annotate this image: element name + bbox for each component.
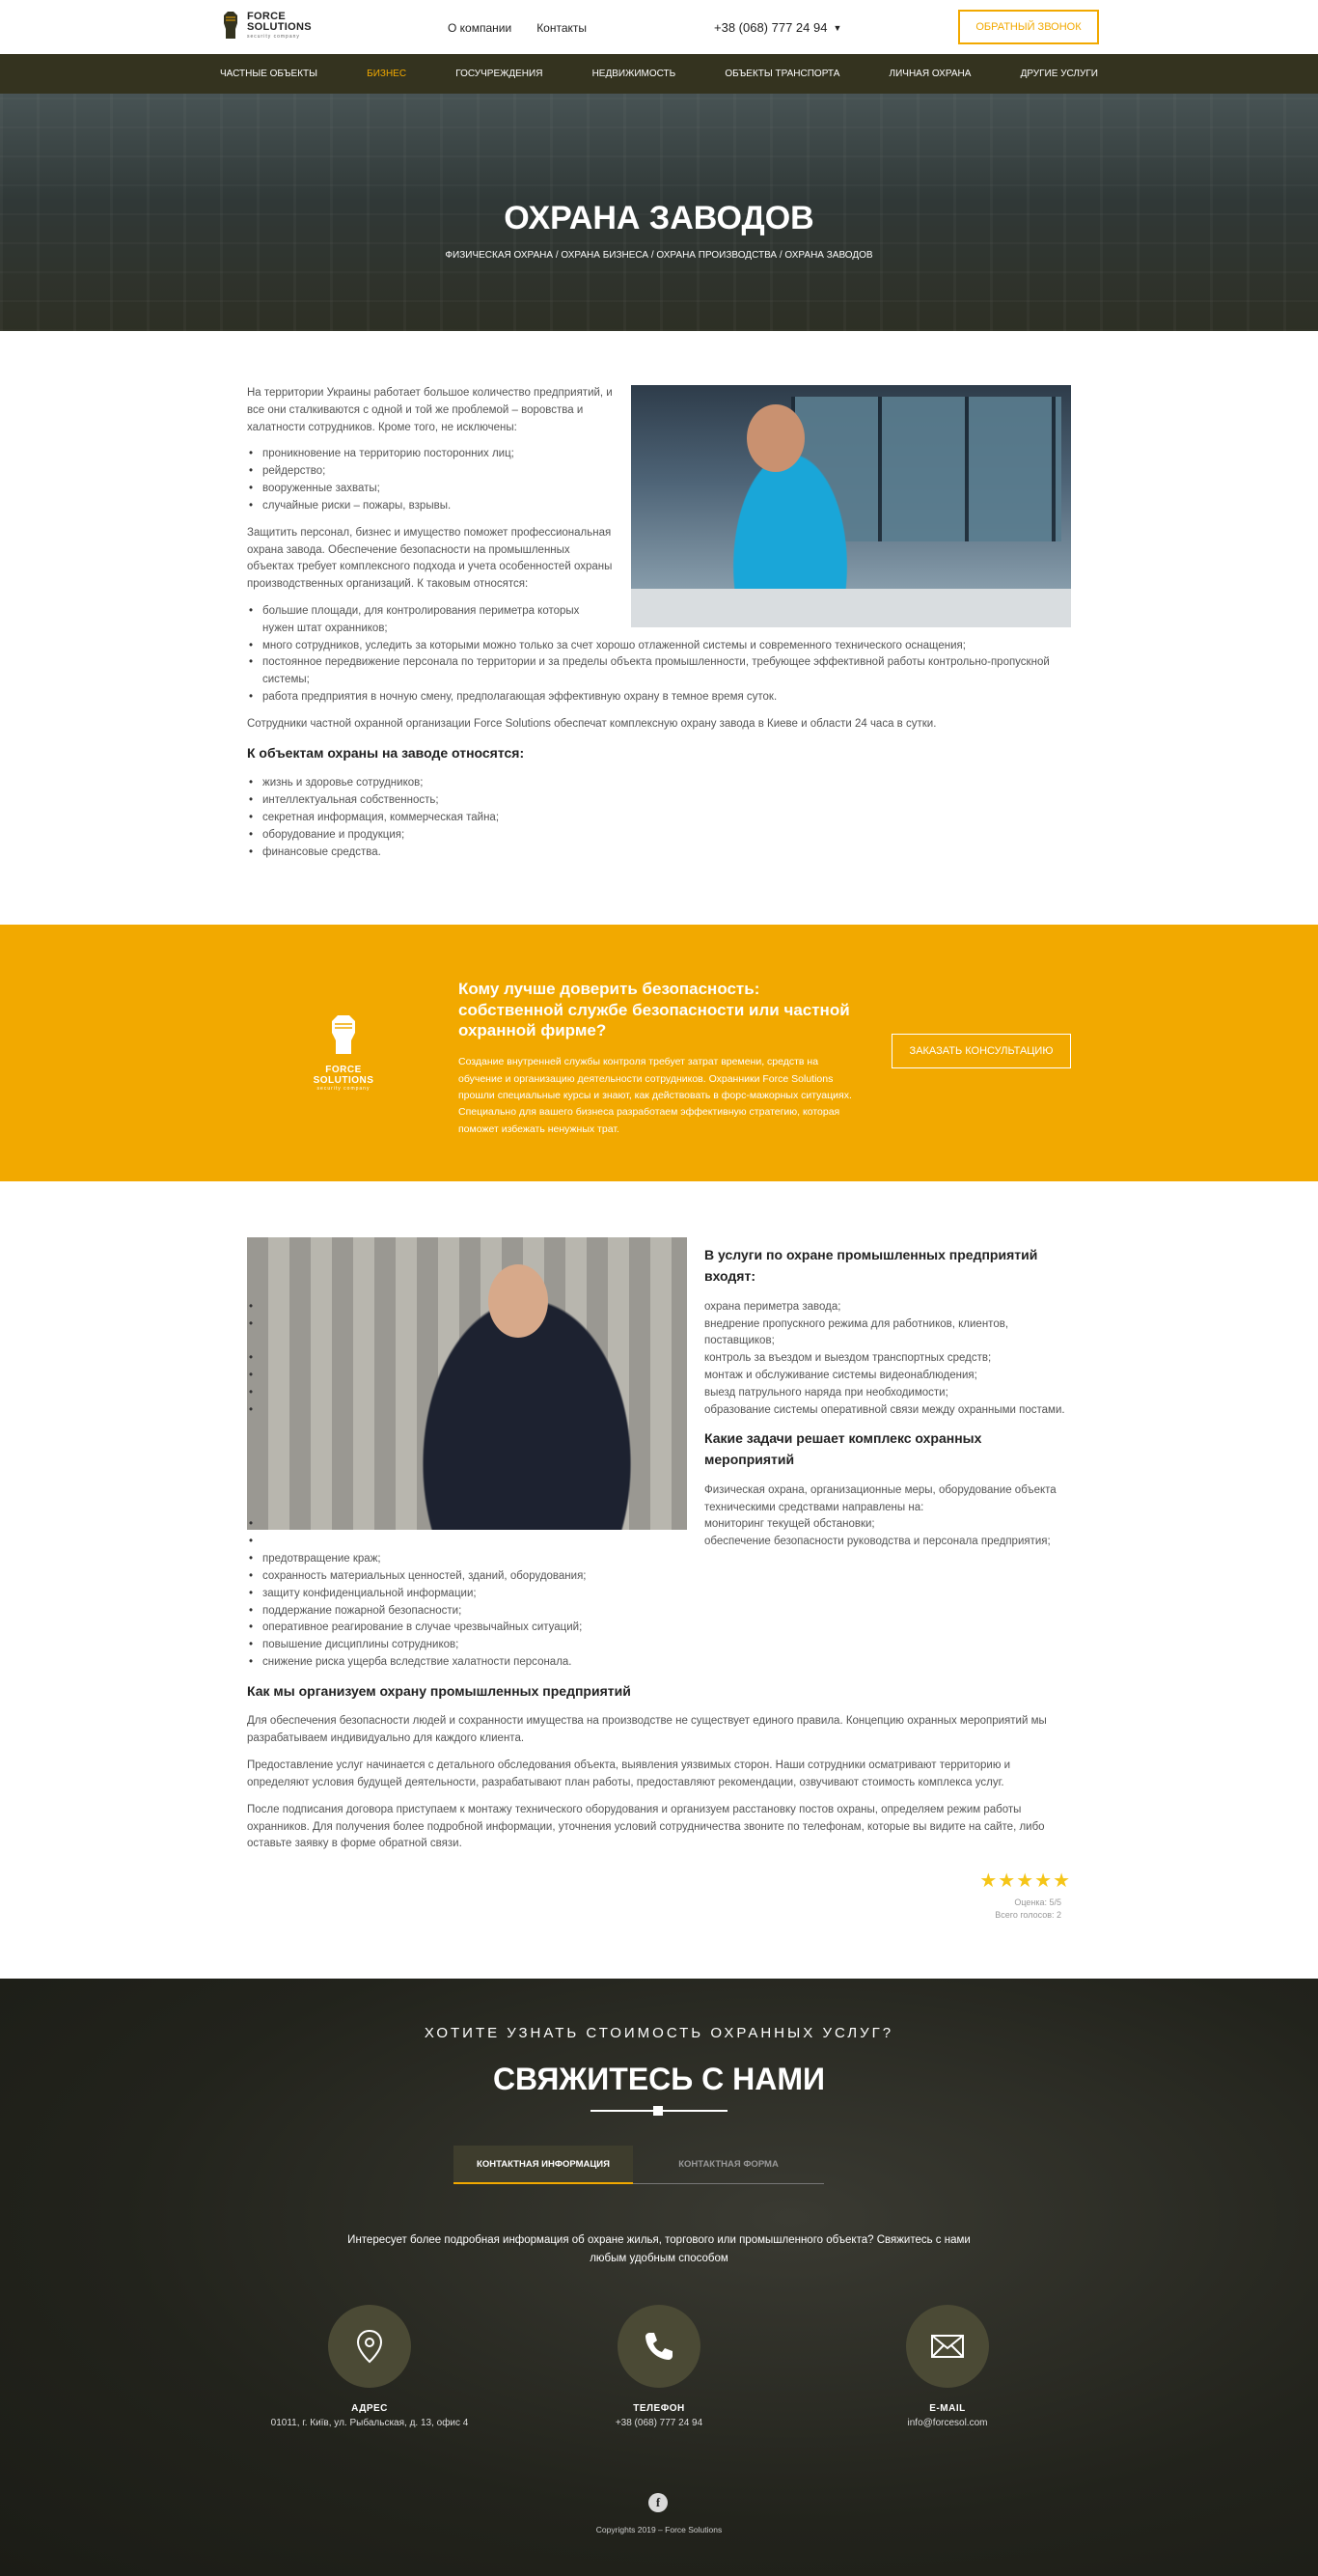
nav-other-services[interactable]: ДРУГИЕ УСЛУГИ [1020,69,1098,79]
facebook-icon[interactable]: f [648,2493,668,2512]
phone-icon[interactable] [618,2305,700,2388]
map-pin-icon [328,2305,411,2388]
promo-text: Создание внутренней службы контроля требует затрат времени, средств на обучение и организацию деятельности сотрудников. Охранники Force Solutions прошли специальные курсы и знают, как действовать в форс-мажорных ситуациях. Специально для вашего бизнеса разработаем эффективную стратегию, которая поможет избежать ненужных трат. [458,1056,852,1135]
fist-logo-icon [220,10,241,41]
nav-real-estate[interactable]: НЕДВИЖИМОСТЬ [591,69,676,79]
list-item: • большие площади, для контролирования периметра которых нужен штат охранников; [247,603,1071,638]
envelope-icon[interactable] [906,2305,989,2388]
nav-contacts[interactable]: Контакты [536,21,588,35]
address-value: 01011, г. Київ, ул. Рыбальская, д. 13, офис 4 [270,2418,469,2429]
copyright: Copyrights 2019 – Force Solutions [595,2525,723,2535]
list-item: • случайные риски – пожары, взрывы. [247,498,1071,515]
hero-banner [0,94,1318,331]
order-consultation-button[interactable]: ЗАКАЗАТЬ КОНСУЛЬТАЦИЮ [892,1034,1071,1068]
tab-contact-form[interactable]: КОНТАКТНАЯ ФОРМА [633,2146,824,2184]
list-item: • защиту конфиденциальной информации; [247,1586,1071,1603]
email-label: E-MAIL [929,2403,966,2415]
tasks-list [247,1516,1071,1671]
organize-paragraph-2: Предоставление услуг начинается с детального обследования объекта, выявления уязвимых сторон. Наши сотрудники осматривают территорию и определяют условия будущей деятельности, разрабатывают план работы, предоставляют рекомендации, озвучивают стоимость комплекса услуг. [247,1759,1011,1788]
tasks-heading: Какие задачи решает комплекс охранных мероприятий [704,1430,982,1468]
chevron-down-icon: ▼ [833,22,842,33]
logo[interactable] [220,10,315,41]
list-item: • оперативное реагирование в случае чрезвычайных ситуаций; [247,1620,1071,1637]
list-item: • внедрение пропускного режима для работников, клиентов, поставщиков; [247,1316,1071,1351]
objects-list [247,775,1071,861]
risks-list [247,446,1071,514]
list-item: • контроль за въездом и выездом транспортных средств; [247,1350,1071,1368]
tab-contact-info[interactable]: КОНТАКТНАЯ ИНФОРМАЦИЯ [453,2146,633,2184]
phone-dropdown[interactable] [714,20,841,35]
promo-banner [0,925,1318,1181]
list-item: • секретная информация, коммерческая тайна; [247,810,1071,827]
contact-subtitle: ХОТИТЕ УЗНАТЬ СТОИМОСТЬ ОХРАННЫХ УСЛУГ? [424,2025,894,2042]
main-nav [0,54,1318,94]
list-item: • предотвращение краж; [247,1551,1071,1568]
list-item: • образование системы оперативной связи между охранными постами. [247,1402,1071,1420]
logo-name: FORCE SOLUTIONS [247,10,312,33]
contact-tabs [453,2146,824,2184]
list-item: • финансовые средства. [247,845,1071,862]
callback-button[interactable]: ОБРАТНЫЙ ЗВОНОК [958,10,1099,44]
list-item: • повышение дисциплины сотрудников; [247,1637,1071,1654]
list-item: • рейдерство; [247,463,1071,481]
list-item: • мониторинг текущей обстановки; [247,1516,1071,1534]
organize-heading: Как мы организуем охрану промышленных предприятий [247,1682,631,1699]
nav-about[interactable]: О компании [448,21,512,35]
email-value[interactable]: info@forcesol.com [907,2418,988,2429]
objects-heading: К объектам охраны на заводе относятся: [247,744,525,761]
tasks-intro: Физическая охрана, организационные меры, оборудование объекта техническими средствами направлены на: [704,1483,1057,1513]
breadcrumb[interactable]: ФИЗИЧЕСКАЯ ОХРАНА / ОХРАНА БИЗНЕСА / ОХРАНА ПРОИЗВОДСТВА / ОХРАНА ЗАВОДОВ [445,250,873,261]
contact-section [0,1979,1318,2576]
nav-personal-guard[interactable]: ЛИЧНАЯ ОХРАНА [889,69,972,79]
services-heading: В услуги по охране промышленных предприятий входят: [704,1247,1038,1285]
phone-block [538,2305,780,2428]
organize-paragraph-3: После подписания договора приступаем к монтажу технического оборудования и организуем расстановку постов охраны, определяем режим работы охранников. Для получения более подробной информации, уточнения условий сотрудничества звоните по телефонам, которые вы видите на сайте, либо оставьте заявку в форме обратной связи. [247,1803,1045,1850]
list-item: • проникновение на территорию посторонних лиц; [247,446,1071,463]
list-item: • сохранность материальных ценностей, зданий, оборудования; [247,1568,1071,1586]
star-icon[interactable]: ★★★★★ [979,1870,1071,1893]
address-block [249,2305,490,2428]
list-item: • интеллектуальная собственность; [247,792,1071,810]
list-item: • много сотрудников, уследить за которыми можно только за счет хорошо отлаженной системы и современного технического оснащения; [247,638,1071,655]
top-nav [448,21,587,35]
list-item: • поддержание пожарной безопасности; [247,1603,1071,1620]
promo-logo [305,1011,382,1098]
fist-logo-icon [326,1011,361,1056]
email-block [827,2305,1068,2428]
list-item: • охрана периметра завода; [247,1299,1071,1316]
services-section [247,1181,1071,1979]
services-list [247,1299,1071,1420]
nav-private-objects[interactable]: ЧАСТНЫЕ ОБЪЕКТЫ [220,69,318,79]
rating-value: Оценка: 5/5 [1014,1897,1061,1908]
protection-paragraph: Защитить персонал, бизнес и имущество поможет профессиональная охрана завода. Обеспечение безопасности на промышленных объектах требует комплексного подхода и учета особенностей охраны производственных организаций. К таковым относятся: [247,526,613,591]
logo-tagline: security company [247,33,300,40]
contact-title: СВЯЖИТЕСЬ С НАМИ [492,2062,826,2097]
list-item: • вооруженные захваты; [247,481,1071,498]
list-item: • постоянное передвижение персонала по территории и за пределы объекта промышленности, требующее эффективной работы контрольно-пропускной системы; [247,654,1071,689]
nav-business[interactable]: БИЗНЕС [367,69,407,79]
company-paragraph: Сотрудники частной охранной организации Force Solutions обеспечат комплексную охрану завода в Киеве и области 24 часа в сутки. [247,717,937,730]
rating-widget [247,1867,1071,1921]
intro-paragraph: На территории Украины работает большое количество предприятий, и все они сталкиваются с одной и той же проблемой – воровства и халатности сотрудников. Кроме того, не исключены: [247,387,613,433]
organize-paragraph-1: Для обеспечения безопасности людей и сохранности имущества на производстве не существует единого правила. Концепцию охранных мероприятий мы разрабатываем индивидуально для каждого клиента. [247,1715,1047,1745]
list-item: • снижение риска ущерба вследствие халатности персонала. [247,1654,1071,1672]
features-list [247,603,1071,706]
promo-logo-tagline: security company [316,1086,371,1093]
list-item: • работа предприятия в ночную смену, предполагающая эффективную охрану в темное время суток. [247,689,1071,706]
list-item: • обеспечение безопасности руководства и персонала предприятия; [247,1534,1071,1551]
intro-section [247,331,1071,925]
contact-intro: Интересует более подробная информация об охране жилья, торгового или промышленного объекта? Свяжитесь с нами любым удобным способом [347,2234,971,2264]
rating-votes: Всего голосов: 2 [995,1909,1061,1920]
nav-transport[interactable]: ОБЪЕКТЫ ТРАНСПОРТА [725,69,840,79]
promo-title: Кому лучше доверить безопасность: собственной службе безопасности или частной охранной фирме? [458,980,850,1039]
phone-number: +38 (068) 777 24 94 [714,20,828,35]
nav-government[interactable]: ГОСУЧРЕЖДЕНИЯ [455,69,543,79]
list-item: • выезд патрульного наряда при необходимости; [247,1385,1071,1402]
phone-value[interactable]: +38 (068) 777 24 94 [615,2418,703,2429]
phone-label: ТЕЛЕФОН [633,2403,685,2415]
list-item: • монтаж и обслуживание системы видеонаблюдения; [247,1368,1071,1385]
list-item: • оборудование и продукция; [247,827,1071,845]
title-divider [590,2110,728,2112]
page-title: ОХРАНА ЗАВОДОВ [504,200,814,236]
list-item: • жизнь и здоровье сотрудников; [247,775,1071,792]
site-header [0,0,1318,54]
address-label: АДРЕС [351,2403,388,2415]
promo-logo-name: FORCE SOLUTIONS [313,1065,374,1087]
